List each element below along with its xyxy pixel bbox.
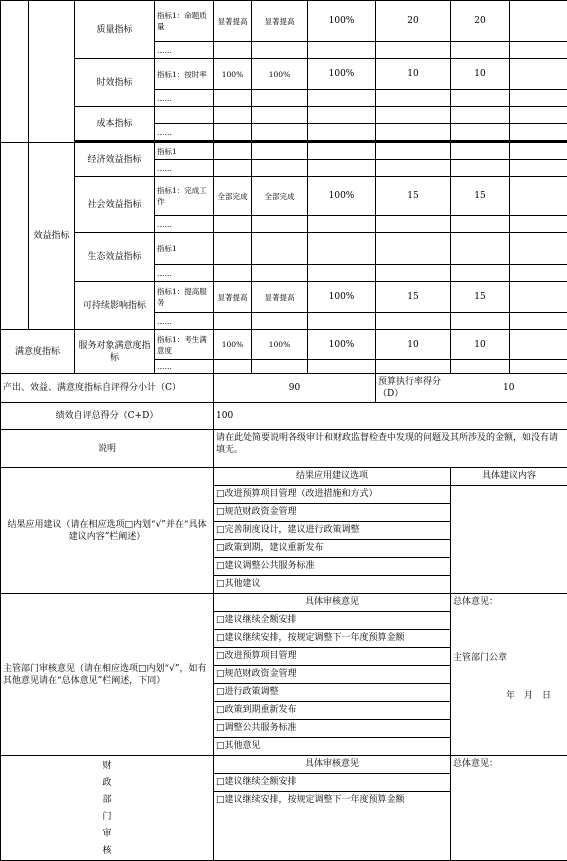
quality-indicator-label: 质量指标 — [75, 1, 155, 59]
quality-score-b: 20 — [451, 1, 510, 42]
note-label: 说明 — [1, 430, 214, 468]
dept-option[interactable]: □其他意见 — [214, 738, 450, 755]
social-v2: 全部完成 — [252, 177, 308, 216]
result-option[interactable]: □完善制度设计，建议进行政策调整 — [214, 522, 450, 540]
result-options-cell — [214, 468, 451, 594]
result-suggestion-label: 结果应用建议（请在相应选项□内划“√”并在“具体建议内容”栏阐述） — [1, 468, 214, 594]
dept-options-header: 具体审核意见 — [214, 594, 450, 612]
quality-remark — [510, 1, 567, 42]
cost-dots: …… — [155, 124, 214, 141]
finance-option[interactable]: □建议继续安排，按规定调整下一年度预算金额 — [214, 792, 450, 809]
sustainable-indicator-label: 可持续影响指标 — [75, 282, 155, 330]
ecological-dots: …… — [155, 265, 214, 282]
output-group-cell — [1, 1, 29, 143]
budget-score-value: 10 — [451, 374, 567, 403]
dept-option[interactable]: □进行政策调整 — [214, 684, 450, 702]
quality-v1: 显著提高 — [214, 1, 252, 42]
satisfaction-sub1: 指标1：考生满意度 — [155, 330, 214, 360]
finance-overall-label: 总体意见： — [451, 756, 567, 772]
timeliness-dots: …… — [155, 90, 214, 107]
satisfaction-weight: 100% — [308, 330, 376, 360]
note-text: 请在此处简要说明各级审计和财政监督检查中发现的问题及其所涉及的金额，如没有请填无。 — [214, 430, 567, 468]
finance-options-cell — [214, 756, 451, 861]
economic-indicator-label: 经济效益指标 — [75, 143, 155, 177]
benefit-group-label: 效益指标 — [29, 143, 75, 330]
social-dots: …… — [155, 216, 214, 233]
sustainable-weight: 100% — [308, 282, 376, 313]
economic-dots: …… — [155, 160, 214, 177]
social-v1: 全部完成 — [214, 177, 252, 216]
result-content-cell[interactable] — [451, 468, 567, 594]
timeliness-score-b: 10 — [451, 59, 510, 90]
timeliness-indicator-label: 时效指标 — [75, 59, 155, 107]
dept-overall-cell[interactable] — [451, 594, 567, 756]
finance-options-header: 具体审核意见 — [214, 756, 450, 774]
timeliness-score-a: 10 — [376, 59, 451, 90]
result-options-header: 结果应用建议选项 — [214, 468, 450, 486]
satisfaction-v2: 100% — [252, 330, 308, 360]
ecological-indicator-label: 生态效益指标 — [75, 233, 155, 282]
social-indicator-label: 社会效益指标 — [75, 177, 155, 233]
dept-option[interactable]: □规范财政资金管理 — [214, 666, 450, 684]
sustainable-v1: 显著提高 — [214, 282, 252, 313]
finance-option[interactable]: □建议继续全额安排 — [214, 774, 450, 792]
dept-option[interactable]: □改进预算项目管理 — [214, 648, 450, 666]
quality-sub1: 指标1：命题质量 — [155, 1, 214, 42]
sustainable-dots: …… — [155, 313, 214, 330]
dept-options-cell — [214, 594, 451, 756]
total-score-label: 绩效自评总得分（C+D） — [1, 403, 214, 430]
result-option[interactable]: □政策到期，建议重新发布 — [214, 540, 450, 558]
finance-review-label: 财政部门审核 — [1, 756, 214, 861]
quality-score-a: 20 — [376, 1, 451, 42]
satisfaction-score-a: 10 — [376, 330, 451, 360]
dept-option[interactable]: □调整公共服务标准 — [214, 720, 450, 738]
result-option[interactable]: □规范财政资金管理 — [214, 504, 450, 522]
sustainable-score-b: 15 — [451, 282, 510, 313]
timeliness-weight: 100% — [308, 59, 376, 90]
result-content-header: 具体建议内容 — [451, 468, 567, 486]
timeliness-v2: 100% — [252, 59, 308, 90]
budget-score-label: 预算执行率得分（D） — [376, 374, 451, 403]
dept-overall-label: 总体意见： — [451, 594, 567, 608]
social-weight: 100% — [308, 177, 376, 216]
finance-overall-cell[interactable] — [451, 756, 567, 861]
ecological-sub1: 指标1 — [155, 233, 214, 265]
result-option[interactable]: □建议调整公共服务标准 — [214, 558, 450, 576]
satisfaction-dots: …… — [155, 360, 214, 374]
cost-indicator-label: 成本指标 — [75, 107, 155, 141]
quality-dots: …… — [155, 42, 214, 59]
social-score-b: 15 — [451, 177, 510, 216]
subtotal-value: 90 — [214, 374, 376, 403]
total-score-value: 100 — [214, 403, 567, 430]
dept-date: 年 月 日 — [451, 690, 567, 702]
economic-sub1: 指标1 — [155, 143, 214, 160]
subtotal-label: 产出、效益、满意度指标自评得分小计（C） — [1, 374, 214, 403]
dept-review-label: 主管部门审核意见（请在相应选项□内划“√”，如有其他意见请在“总体意见”栏阐述，下同） — [1, 594, 214, 756]
timeliness-v1: 100% — [214, 59, 252, 90]
dept-seal-label: 主管部门公章 — [451, 652, 567, 664]
satisfaction-score-b: 10 — [451, 330, 510, 360]
quality-weight: 100% — [308, 1, 376, 42]
social-sub1: 指标1：完成工作 — [155, 177, 214, 216]
quality-v2: 显著提高 — [252, 1, 308, 42]
result-option[interactable]: □改进预算项目管理（改进措施和方式） — [214, 486, 450, 504]
dept-option[interactable]: □建议继续全额安排 — [214, 612, 450, 630]
result-option[interactable]: □其他建议 — [214, 576, 450, 593]
sustainable-sub1: 指标1：提高服务 — [155, 282, 214, 313]
output-subgroup-cell — [29, 1, 75, 143]
dept-option[interactable]: □建议继续安排，按规定调整下一年度预算金额 — [214, 630, 450, 648]
dept-option[interactable]: □政策到期重新发布 — [214, 702, 450, 720]
sustainable-v2: 显著提高 — [252, 282, 308, 313]
satisfaction-indicator-label: 服务对象满意度指标 — [75, 330, 155, 374]
timeliness-sub1: 指标1：按时率 — [155, 59, 214, 90]
satisfaction-group-label: 满意度指标 — [1, 330, 75, 374]
sustainable-score-a: 15 — [376, 282, 451, 313]
social-score-a: 15 — [376, 177, 451, 216]
satisfaction-v1: 100% — [214, 330, 252, 360]
